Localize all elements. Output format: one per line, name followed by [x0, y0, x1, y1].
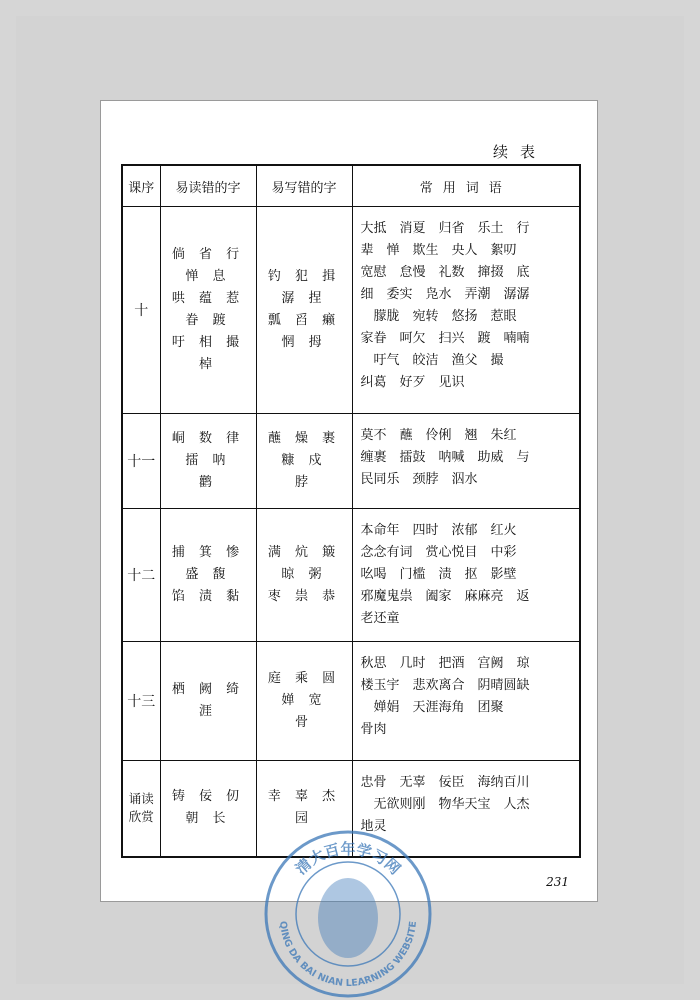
- page-number: 231: [546, 875, 569, 889]
- misread-chars: 铸 佞 仞 朝 长: [160, 761, 256, 857]
- common-words: 忠骨 无辜 佞臣 海纳百川 无欲则刚 物华天宝 人杰 地灵: [352, 761, 580, 857]
- lesson-number: 诵读欣赏: [122, 761, 160, 857]
- vocabulary-table: [121, 164, 581, 858]
- table-row: [122, 414, 580, 509]
- common-words: 大抵 消夏 归省 乐土 行 辈 惮 欺生 央人 絮叨 宽慰 怠慢 礼数 撺掇 底 细 委实 凫水 弄潮 潺潺 朦胧 宛转 悠扬 惹眼 家眷 呵欠 扫兴 踱 喃喃 吁气 皎洁 渔父 撮 纠葛 好歹 见识: [352, 207, 580, 414]
- common-words: 秋思 几时 把酒 宫阙 琼 楼玉宇 悲欢离合 阴晴圆缺 婵娟 天涯海角 团聚 骨肉: [352, 642, 580, 761]
- header-lesson: 课序: [122, 165, 160, 207]
- table-row: [122, 642, 580, 761]
- miswritten-chars: 满 炕 簸 晾 粥 枣 祟 恭: [256, 509, 352, 642]
- continued-label: 续表: [492, 143, 547, 161]
- misread-chars: 倘 省 行 惮 息 哄 蕴 惹 眷 踱 吁 相 撮 棹: [160, 207, 256, 414]
- watermark-stamp-icon: [262, 828, 434, 1000]
- misread-chars: 捕 箕 惨 盛 馥 馅 渍 黏: [160, 509, 256, 642]
- lesson-number: 十: [122, 207, 160, 414]
- header-miswritten: 易写错的字: [256, 165, 352, 207]
- svg-text:QING DA BAI NIAN LEARNING WEBS: QING DA BAI NIAN LEARNING WEBSITE: [276, 920, 419, 990]
- table-row: [122, 207, 580, 414]
- table-row: [122, 509, 580, 642]
- table-header-row: [122, 165, 580, 207]
- common-words: 本命年 四时 浓郁 红火 念念有词 赏心悦目 中彩 吆喝 门槛 渍 抠 影壁 邪魔鬼祟 阖家 麻麻亮 返 老还童: [352, 509, 580, 642]
- book-page: [100, 100, 598, 902]
- miswritten-chars: 庭 乘 圆 婵 宽 骨: [256, 642, 352, 761]
- miswritten-chars: 钓 犯 揖 潺 捏 瓢 舀 癞 惘 拇: [256, 207, 352, 414]
- miswritten-chars: 蘸 燥 裹 糠 戍 脖: [256, 414, 352, 509]
- lesson-number: 十二: [122, 509, 160, 642]
- header-words: 常用词语: [352, 165, 580, 207]
- misread-chars: 峒 数 律 擂 呐 鹳: [160, 414, 256, 509]
- svg-text:清大百年学习网: 清大百年学习网: [291, 840, 405, 879]
- misread-chars: 栖 阙 绮 涯: [160, 642, 256, 761]
- common-words: 莫不 蘸 伶俐 翘 朱红 缠裹 擂鼓 呐喊 助威 与 民同乐 颈脖 泅水: [352, 414, 580, 509]
- miswritten-chars: 幸 辜 杰 园: [256, 761, 352, 857]
- header-misread: 易读错的字: [160, 165, 256, 207]
- lesson-number: 十一: [122, 414, 160, 509]
- lesson-number: 十三: [122, 642, 160, 761]
